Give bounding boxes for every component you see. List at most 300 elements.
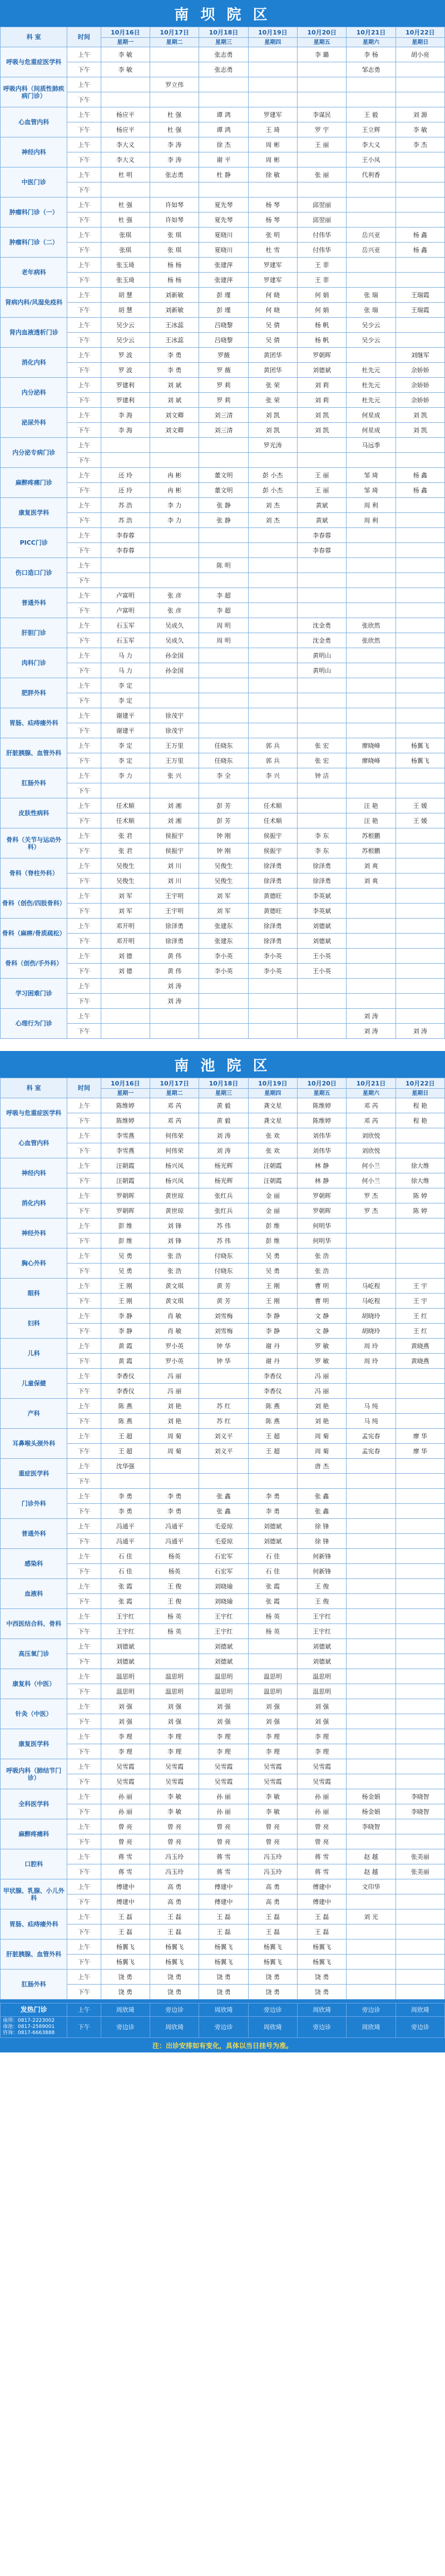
- schedule-cell: [395, 1534, 444, 1549]
- schedule-cell: [347, 1924, 395, 1940]
- schedule-cell: 温思明: [150, 1684, 199, 1699]
- table-row: [1, 1143, 445, 1158]
- table-row: [1, 1804, 445, 1819]
- schedule-cell: 温思明: [101, 1669, 150, 1684]
- schedule-cell: [347, 648, 395, 663]
- table-row: [1, 1909, 445, 1924]
- schedule-cell: [395, 543, 444, 558]
- schedule-cell: 夏晓川: [199, 243, 248, 258]
- table-row: [1, 62, 445, 77]
- schedule-cell: [101, 77, 150, 92]
- schedule-cell: 刘新敏: [150, 288, 199, 303]
- period-cell: 上午: [67, 1158, 101, 1173]
- department-name: 麻醉疼痛门诊: [1, 468, 67, 498]
- period-cell: 下午: [67, 333, 101, 348]
- schedule-cell: 罗建军: [248, 258, 297, 273]
- schedule-cell: 张志勇: [150, 167, 199, 182]
- schedule-cell: 旁边诊: [150, 2003, 199, 2017]
- schedule-cell: 杜 明: [101, 167, 150, 182]
- table-row: [1, 1309, 445, 1324]
- schedule-cell: 陈维婷: [297, 1113, 346, 1128]
- schedule-cell: 余娇娇: [395, 378, 444, 393]
- schedule-cell: [395, 1519, 444, 1534]
- period-cell: 上午: [67, 107, 101, 122]
- period-cell: 下午: [67, 783, 101, 798]
- schedule-cell: 黄 霞: [101, 1354, 150, 1369]
- schedule-cell: [347, 723, 395, 738]
- schedule-cell: 石 佳: [248, 1549, 297, 1564]
- department-name: 消化内科: [1, 1188, 67, 1218]
- schedule-cell: 苏 红: [199, 1399, 248, 1414]
- period-cell: 上午: [67, 2003, 101, 2017]
- schedule-cell: 苏 浩: [101, 513, 150, 528]
- weekday-header: 星期四: [248, 1089, 297, 1098]
- schedule-cell: [347, 77, 395, 92]
- period-cell: 下午: [67, 633, 101, 648]
- period-cell: 下午: [67, 483, 101, 498]
- period-cell: 下午: [67, 1534, 101, 1549]
- table-row: [1, 934, 445, 949]
- schedule-cell: 李小英: [199, 949, 248, 964]
- schedule-cell: 夏先琴: [199, 213, 248, 228]
- schedule-cell: 付伟华: [297, 243, 346, 258]
- schedule-cell: 孙 丽: [101, 1789, 150, 1804]
- schedule-cell: [199, 1384, 248, 1399]
- weekday-header: 星期日: [395, 38, 444, 47]
- schedule-cell: 黄 霞: [101, 1339, 150, 1354]
- schedule-cell: [347, 1744, 395, 1759]
- schedule-cell: 吴雪霞: [101, 1759, 150, 1774]
- schedule-cell: 苏根鹏: [347, 828, 395, 843]
- schedule-cell: 旁边诊: [395, 2017, 444, 2038]
- schedule-cell: 任晓东: [199, 753, 248, 768]
- schedule-cell: 李 敏: [150, 1789, 199, 1804]
- period-cell: 下午: [67, 1624, 101, 1639]
- schedule-cell: 杨 杨: [150, 273, 199, 288]
- schedule-cell: [395, 528, 444, 543]
- period-cell: 上午: [67, 77, 101, 92]
- schedule-cell: 曹 明: [297, 1279, 346, 1294]
- table-row: [1, 768, 445, 783]
- date-header: 10月21日: [347, 1078, 395, 1089]
- schedule-cell: 何 娟: [297, 303, 346, 318]
- schedule-cell: 黄晓燕: [395, 1354, 444, 1369]
- schedule-cell: 张 浩: [297, 1264, 346, 1279]
- schedule-cell: 任术顺: [248, 813, 297, 828]
- table-row: [1, 393, 445, 408]
- schedule-cell: [199, 182, 248, 198]
- schedule-cell: 侯振宇: [248, 828, 297, 843]
- schedule-cell: [248, 573, 297, 588]
- department-name: 肝脏胰腺、血管外科: [1, 738, 67, 768]
- table-row: [1, 137, 445, 152]
- department-name: 胃肠、疝痔瘘外科: [1, 1909, 67, 1940]
- schedule-cell: 张 瑞: [347, 288, 395, 303]
- schedule-cell: 徐 杰: [199, 137, 248, 152]
- schedule-cell: 刘欣悦: [347, 1128, 395, 1143]
- table-row: [1, 1714, 445, 1729]
- schedule-cell: 吴 勇: [248, 1264, 297, 1279]
- schedule-cell: 罗 敏: [297, 1339, 346, 1354]
- schedule-cell: 张 宏: [297, 753, 346, 768]
- schedule-cell: 王宇红: [101, 1624, 150, 1639]
- schedule-cell: 吴 倩: [248, 318, 297, 333]
- schedule-cell: 王 磊: [150, 1909, 199, 1924]
- schedule-cell: 周 彬: [248, 152, 297, 167]
- period-cell: 上午: [67, 498, 101, 513]
- schedule-cell: 王 丽: [297, 468, 346, 483]
- schedule-cell: 沈金勇: [297, 618, 346, 633]
- schedule-cell: 徐 锋: [297, 1534, 346, 1549]
- schedule-cell: 王小英: [297, 964, 346, 979]
- schedule-cell: 岳兴亚: [347, 243, 395, 258]
- schedule-cell: 苏根鹏: [347, 843, 395, 858]
- table-row: [1, 1474, 445, 1489]
- schedule-cell: 李 力: [150, 498, 199, 513]
- schedule-cell: [199, 573, 248, 588]
- schedule-cell: [395, 1549, 444, 1564]
- table-row: [1, 1489, 445, 1504]
- schedule-cell: 张 浩: [297, 1248, 346, 1264]
- schedule-cell: 张志勇: [199, 47, 248, 62]
- schedule-cell: 邓开明: [101, 919, 150, 934]
- fever-clinic-label: 发热门诊: [1, 2003, 67, 2017]
- schedule-cell: 王 俊: [297, 1594, 346, 1609]
- schedule-cell: 黄斌: [297, 513, 346, 528]
- schedule-cell: [395, 783, 444, 798]
- schedule-cell: 孙金国: [150, 648, 199, 663]
- schedule-cell: 李春蓉: [101, 543, 150, 558]
- schedule-cell: [297, 603, 346, 618]
- schedule-cell: [248, 62, 297, 77]
- schedule-cell: 刘伟华: [297, 1143, 346, 1158]
- schedule-cell: 余娇娇: [395, 393, 444, 408]
- schedule-cell: [101, 994, 150, 1009]
- schedule-cell: 罗 波: [101, 348, 150, 363]
- period-cell: 上午: [67, 348, 101, 363]
- schedule-cell: 杨翼飞: [248, 1940, 297, 1955]
- department-name: 骨科（创伤/四肢骨科）: [1, 889, 67, 919]
- schedule-cell: [395, 708, 444, 723]
- table-row: [1, 1188, 445, 1203]
- schedule-cell: 李 勇: [150, 363, 199, 378]
- schedule-cell: [347, 693, 395, 708]
- campus2-table-body: [1, 1098, 445, 2000]
- schedule-cell: [395, 1879, 444, 1894]
- department-name: 儿童保健: [1, 1369, 67, 1399]
- table-row: [1, 318, 445, 333]
- period-cell: 上午: [67, 1128, 101, 1143]
- schedule-cell: [395, 1909, 444, 1924]
- schedule-cell: 陈维婷: [297, 1098, 346, 1113]
- schedule-cell: 罗 杰: [347, 1203, 395, 1218]
- table-row: [1, 1879, 445, 1894]
- schedule-cell: 李 勇: [101, 1489, 150, 1504]
- schedule-cell: [297, 92, 346, 107]
- schedule-cell: [297, 723, 346, 738]
- schedule-cell: 傅建中: [297, 1894, 346, 1909]
- schedule-cell: 王冰蕊: [150, 333, 199, 348]
- schedule-cell: 冯玉玲: [248, 1864, 297, 1879]
- period-cell: 上午: [67, 318, 101, 333]
- schedule-cell: 刘三清: [199, 423, 248, 438]
- table-row: [1, 1970, 445, 1985]
- schedule-cell: [150, 1459, 199, 1474]
- schedule-cell: 王 磊: [101, 1924, 150, 1940]
- department-name: 普通外科: [1, 588, 67, 618]
- schedule-cell: 杨 鑫: [395, 468, 444, 483]
- schedule-cell: [395, 1744, 444, 1759]
- schedule-cell: 余娇娇: [395, 363, 444, 378]
- schedule-cell: 肖 敏: [150, 1324, 199, 1339]
- table-row: [1, 1203, 445, 1218]
- schedule-cell: 王宇明: [150, 904, 199, 919]
- schedule-cell: [395, 1233, 444, 1248]
- schedule-cell: [248, 979, 297, 994]
- schedule-cell: 徐泽勇: [297, 858, 346, 874]
- schedule-cell: 汪朝霞: [248, 1158, 297, 1173]
- schedule-cell: 张美丽: [395, 1849, 444, 1864]
- schedule-cell: 罗 莉: [199, 393, 248, 408]
- schedule-cell: 张 霞: [101, 1579, 150, 1594]
- schedule-cell: 李 全: [199, 768, 248, 783]
- department-name: PICC门诊: [1, 528, 67, 558]
- schedule-cell: 杜 强: [150, 107, 199, 122]
- schedule-cell: 刘 涛: [199, 1143, 248, 1158]
- schedule-cell: 刘 艳: [150, 1399, 199, 1414]
- schedule-cell: [199, 678, 248, 693]
- period-cell: 下午: [67, 1474, 101, 1489]
- table-row: [1, 348, 445, 363]
- schedule-cell: 孟宪春: [347, 1444, 395, 1459]
- table-row: [1, 979, 445, 994]
- schedule-cell: 刘德斌: [297, 934, 346, 949]
- table-row: [1, 243, 445, 258]
- schedule-cell: 温思明: [101, 1684, 150, 1699]
- period-cell: 上午: [67, 1849, 101, 1864]
- period-cell: 下午: [67, 363, 101, 378]
- schedule-cell: [395, 1624, 444, 1639]
- schedule-cell: 徐茂宇: [150, 723, 199, 738]
- schedule-cell: 徐泽勇: [150, 934, 199, 949]
- period-cell: 下午: [67, 1985, 101, 2000]
- department-name: 妇科: [1, 1309, 67, 1339]
- schedule-cell: 刘 凯: [395, 408, 444, 423]
- schedule-cell: 吴雪霞: [199, 1759, 248, 1774]
- schedule-cell: 刘 军: [101, 889, 150, 904]
- schedule-cell: 周 明: [199, 633, 248, 648]
- schedule-cell: 苏 伟: [199, 1233, 248, 1248]
- schedule-cell: 刘 凯: [297, 423, 346, 438]
- schedule-cell: [347, 1774, 395, 1789]
- schedule-cell: 周 彬: [248, 137, 297, 152]
- campus2-table: [0, 1078, 445, 2000]
- table-row: [1, 1233, 445, 1248]
- schedule-cell: 冯玉玲: [150, 1864, 199, 1879]
- table-row: [1, 378, 445, 393]
- schedule-cell: [248, 543, 297, 558]
- period-cell: 上午: [67, 468, 101, 483]
- schedule-cell: 饶 勇: [101, 1985, 150, 2000]
- weekday-header: 星期六: [347, 1089, 395, 1098]
- schedule-cell: 彭 维: [101, 1218, 150, 1233]
- schedule-cell: [395, 1414, 444, 1429]
- schedule-cell: [248, 1474, 297, 1489]
- schedule-cell: 罗朝晖: [101, 1188, 150, 1203]
- schedule-cell: 李英斌: [297, 904, 346, 919]
- schedule-cell: 曾 亮: [248, 1834, 297, 1849]
- schedule-cell: 王瑞霞: [395, 288, 444, 303]
- table-row: [1, 1384, 445, 1399]
- weekday-header: 星期六: [347, 38, 395, 47]
- period-cell: 上午: [67, 1459, 101, 1474]
- period-cell: 下午: [67, 1024, 101, 1039]
- table-row: [1, 889, 445, 904]
- schedule-cell: 王 刚: [101, 1294, 150, 1309]
- schedule-cell: 苏 浩: [101, 498, 150, 513]
- schedule-cell: 李 涛: [150, 137, 199, 152]
- weekday-header: 星期三: [199, 1089, 248, 1098]
- schedule-cell: 刘 强: [297, 1714, 346, 1729]
- schedule-cell: [347, 603, 395, 618]
- schedule-cell: 饶 勇: [101, 1970, 150, 1985]
- schedule-cell: 刘 涛: [395, 1024, 444, 1039]
- schedule-cell: 胡 慧: [101, 288, 150, 303]
- schedule-cell: 王 超: [101, 1444, 150, 1459]
- table-row: [1, 828, 445, 843]
- table-row: [1, 858, 445, 874]
- phone-numbers: [1, 2017, 67, 2038]
- department-name: 呼吸内科（间质性肺疾病门诊）: [1, 77, 67, 107]
- schedule-cell: 吴雪霞: [101, 1774, 150, 1789]
- schedule-cell: 蒋 雪: [199, 1849, 248, 1864]
- schedule-cell: 黄明山: [297, 648, 346, 663]
- schedule-cell: [395, 558, 444, 573]
- schedule-cell: 杨 英: [150, 1609, 199, 1624]
- department-name: 心血管内科: [1, 1128, 67, 1158]
- schedule-cell: 张玉琦: [101, 258, 150, 273]
- department-name: 康复科（中医）: [1, 1669, 67, 1699]
- schedule-cell: 杨翼飞: [297, 1955, 346, 1970]
- weekday-header: 星期二: [150, 1089, 199, 1098]
- schedule-cell: [395, 633, 444, 648]
- period-cell: 下午: [67, 1894, 101, 1909]
- schedule-cell: 饶 勇: [248, 1985, 297, 2000]
- schedule-cell: 彭 维: [101, 1233, 150, 1248]
- period-cell: 下午: [67, 723, 101, 738]
- schedule-cell: 曾 亮: [199, 1819, 248, 1834]
- schedule-cell: 张美丽: [395, 1864, 444, 1879]
- schedule-cell: 罗立伟: [150, 77, 199, 92]
- schedule-cell: 杨 鑫: [395, 228, 444, 243]
- schedule-cell: 杨 英: [150, 1624, 199, 1639]
- schedule-cell: [395, 1474, 444, 1489]
- schedule-cell: [150, 693, 199, 708]
- table-row: [1, 1639, 445, 1654]
- schedule-cell: [395, 1399, 444, 1414]
- table-row: [1, 558, 445, 573]
- period-cell: 上午: [67, 979, 101, 994]
- schedule-cell: 李 理: [248, 1729, 297, 1744]
- schedule-cell: 苏 伟: [199, 1218, 248, 1233]
- department-name: 老年病科: [1, 258, 67, 288]
- period-cell: 上午: [67, 798, 101, 813]
- schedule-cell: [347, 198, 395, 213]
- schedule-cell: 邹 琦: [347, 483, 395, 498]
- schedule-cell: 张 君: [101, 843, 150, 858]
- schedule-cell: 蒋 雪: [101, 1849, 150, 1864]
- table-row: [1, 1369, 445, 1384]
- period-cell: 上午: [67, 378, 101, 393]
- table-row: [1, 618, 445, 633]
- period-cell: 上午: [67, 1609, 101, 1624]
- table-row: [1, 874, 445, 889]
- schedule-cell: 旁边诊: [347, 2003, 395, 2017]
- period-cell: 上午: [67, 198, 101, 213]
- schedule-cell: 何 晓: [248, 303, 297, 318]
- schedule-cell: 黄世琼: [150, 1188, 199, 1203]
- table-row: [1, 1414, 445, 1429]
- schedule-cell: 李 兴: [248, 768, 297, 783]
- schedule-cell: 李 敏: [101, 47, 150, 62]
- table-row: [1, 1024, 445, 1039]
- schedule-cell: 冯通平: [150, 1519, 199, 1534]
- schedule-cell: [150, 558, 199, 573]
- schedule-cell: 刘文卿: [150, 423, 199, 438]
- schedule-cell: [248, 723, 297, 738]
- schedule-cell: 冯通平: [101, 1519, 150, 1534]
- table-row: [1, 1444, 445, 1459]
- schedule-cell: 廖 华: [395, 1429, 444, 1444]
- schedule-cell: [150, 182, 199, 198]
- schedule-cell: 冯玉玲: [150, 1849, 199, 1864]
- period-cell: 下午: [67, 1774, 101, 1789]
- schedule-cell: 马远季: [347, 438, 395, 453]
- schedule-cell: 李香仪: [101, 1369, 150, 1384]
- department-name: 儿科: [1, 1339, 67, 1369]
- schedule-cell: 谢建平: [101, 723, 150, 738]
- table-row: [1, 1654, 445, 1669]
- schedule-cell: 刘 光: [347, 1909, 395, 1924]
- department-name: 感染科: [1, 1549, 67, 1579]
- schedule-cell: 张 宏: [297, 738, 346, 753]
- table-row: [1, 723, 445, 738]
- date-header: 10月19日: [248, 27, 297, 38]
- table-row: [1, 588, 445, 603]
- schedule-cell: 蒋 雪: [297, 1864, 346, 1879]
- schedule-cell: 李 超: [199, 603, 248, 618]
- table-row: [1, 1459, 445, 1474]
- schedule-cell: [347, 1534, 395, 1549]
- schedule-cell: 罗朝晖: [297, 1188, 346, 1203]
- schedule-cell: 张 琪: [150, 243, 199, 258]
- schedule-cell: 侯振宇: [248, 843, 297, 858]
- schedule-cell: 吴雪霞: [248, 1774, 297, 1789]
- schedule-cell: 吴 勇: [248, 1248, 297, 1264]
- schedule-cell: [395, 1128, 444, 1143]
- schedule-cell: [395, 1218, 444, 1233]
- schedule-cell: 何明华: [297, 1233, 346, 1248]
- schedule-cell: 李 理: [101, 1729, 150, 1744]
- schedule-cell: 王 磊: [248, 1909, 297, 1924]
- schedule-cell: [395, 1639, 444, 1654]
- schedule-cell: 王 媛: [395, 798, 444, 813]
- table-row: [1, 1985, 445, 2000]
- campus1-table-header: [1, 27, 445, 47]
- schedule-cell: 王瑞霞: [395, 303, 444, 318]
- schedule-cell: [395, 258, 444, 273]
- table-row: [1, 1834, 445, 1849]
